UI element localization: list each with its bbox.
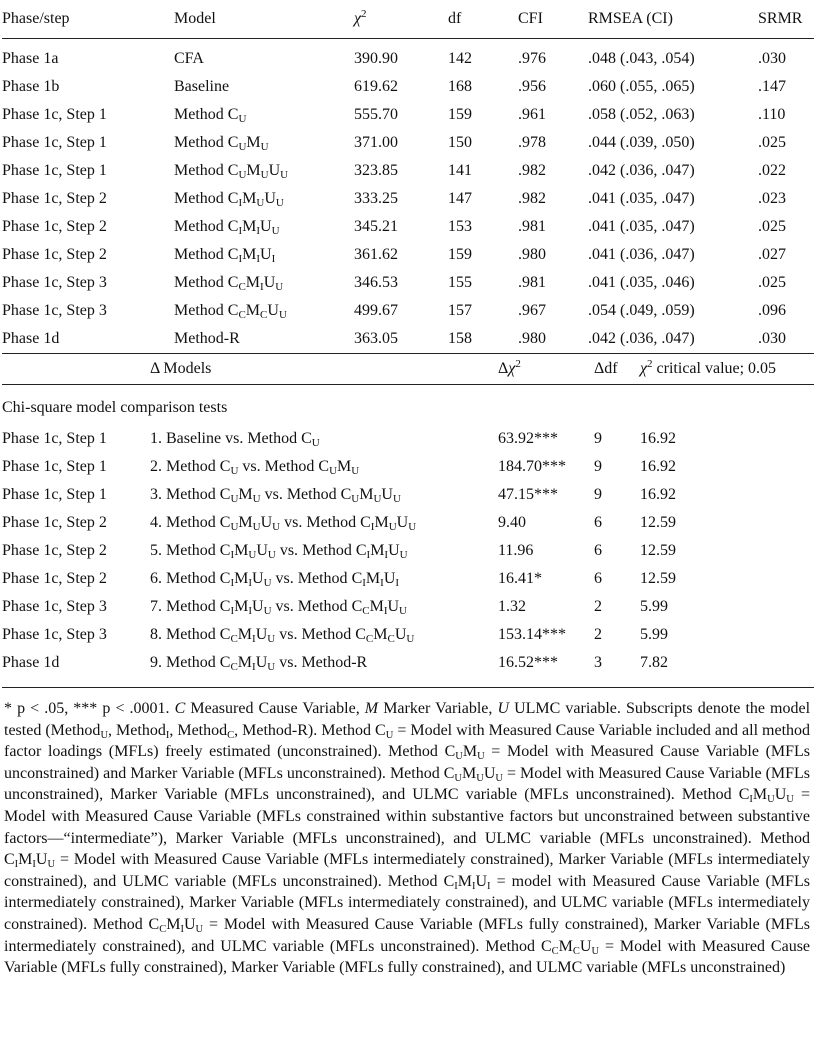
cell-srmr: .030 [758, 50, 786, 67]
table-row [2, 45, 814, 73]
cell-srmr: .025 [758, 274, 786, 291]
cell-cfi: .982 [518, 190, 546, 207]
col-critical-value: $\chi^2$ critical value; 0.05 [640, 358, 777, 377]
table-row [2, 269, 814, 297]
cell-srmr: .023 [758, 190, 786, 207]
table-row [2, 593, 814, 621]
cell-comparison: 5. Method $C_IM_UU_U$ vs. Method $C_IM_IU_U$ [150, 542, 408, 561]
comparison-header-row [2, 354, 814, 385]
cell-comparison: 3. Method $C_UM_U$ vs. Method $C_UM_UU_U$ [150, 486, 401, 505]
table-note: * p < .05, *** p < .0001. C Measured Cause Variable, M Marker Variable, U ULMC variable. Subscripts denote the model tested (Method$_U$, Method$_I$, Method$_C$, Method-R). Method $C_U$ = Model with Measured Cause Variable included and all method factor loadings (MFLs) freely estimated (unconstrained). Method $C_UM_U$ = Model with Measured Cause Variable (MFLs unconstrained) and Marker Variable (MFLs unconstrained). Method $C_UM_UU_U$ = Model with Measured Cause Variable (MFLs unconstrained), Marker Variable (MFLs unconstrained), and ULMC variable (MFLs unconstrained). Method $C_IM_UU_U$ = Model with Measured Cause Variable (MFLs constrained within substantive factors but unconstrained between substantive factors—“intermediate”), Marker Variable (MFLs unconstrained), and ULMC variable (MFLs unconstrained). Method $C_IM_IU_U$ = Model with Measured Cause Variable (MFLs intermediately constrained), Marker Variable (MFLs intermediately constrained), and ULMC variable (MFLs unconstrained). Method $C_IM_IU_I$ = model with Measured Cause Variable (MFLs intermediately constrained), Marker Variable (MFLs intermediately constrained), and ULMC variable (MFLs intermediately constrained). Method $C_CM_IU_U$ = Model with Measured Cause Variable (MFLs fully constrained), Marker Variable (MFLs intermediately constrained), and ULMC variable (MFLs unconstrained). Method $C_CM_CU_U$ = Model with Measured Cause Variable (MFLs fully constrained), Marker Variable (MFLs fully constrained), and ULMC variable (MFLs unconstrained) [4, 700, 811, 977]
cell-chi-square: 499.67 [354, 302, 398, 319]
cell-delta-chi-square: 9.40 [498, 514, 526, 531]
cell-cfi: .981 [518, 218, 546, 235]
cell-delta-chi-square: 1.32 [498, 598, 526, 615]
col-cfi: CFI [518, 10, 543, 27]
cell-rmsea: .042 (.036, .047) [588, 330, 695, 347]
cell-critical-value: 12.59 [640, 542, 676, 559]
cell-chi-square: 371.00 [354, 134, 398, 151]
table-row [2, 453, 814, 481]
cell-delta-df: 6 [594, 514, 602, 531]
cell-delta-chi-square: 153.14*** [498, 626, 566, 643]
cell-cfi: .961 [518, 106, 546, 123]
cell-phase: Phase 1d [2, 654, 60, 671]
cell-srmr: .022 [758, 162, 786, 179]
cell-model: CFA [174, 50, 204, 67]
cell-model: Method $C_CM_IU_U$ [174, 274, 284, 293]
cell-df: 147 [448, 190, 472, 207]
cell-cfi: .978 [518, 134, 546, 151]
cell-comparison: 4. Method $C_UM_UU_U$ vs. Method $C_IM_UU_U$ [150, 514, 417, 533]
col-delta-chi-square: $\Delta\chi^2$ [498, 358, 521, 377]
cell-critical-value: 12.59 [640, 570, 676, 587]
cell-model: Method $C_U$ [174, 106, 247, 125]
col-model: Model [174, 10, 216, 27]
cell-model: Baseline [174, 78, 230, 95]
cell-cfi: .956 [518, 78, 546, 95]
cell-rmsea: .042 (.036, .047) [588, 162, 695, 179]
def-cumuuu: Method $C_UM_UU_U$ = Model with Measured Cause Variable (MFLs unconstrained), Marker Variable (MFLs unconstrained), and ULMC variable (MFLs unconstrained). [4, 764, 811, 804]
table-row [2, 297, 814, 325]
cell-df: 142 [448, 50, 472, 67]
section-title-row [2, 385, 814, 426]
cell-phase: Phase 1d [2, 330, 60, 347]
table-row [2, 649, 814, 677]
cell-delta-df: 9 [594, 458, 602, 475]
cell-srmr: .147 [758, 78, 786, 95]
table-row [2, 129, 814, 157]
cell-comparison: 6. Method $C_IM_IU_U$ vs. Method $C_IM_IU_I$ [150, 570, 400, 589]
cell-cfi: .967 [518, 302, 546, 319]
cell-phase: Phase 1c, Step 2 [2, 246, 107, 263]
cell-delta-df: 6 [594, 570, 602, 587]
def-cu: Method $C_U$ = Model with Measured Cause Variable included and all method factor loadings (MFLs) freely estimated (unconstrained). [4, 721, 811, 761]
cell-cfi: .982 [518, 162, 546, 179]
cell-phase: Phase 1a [2, 50, 59, 67]
cell-chi-square: 346.53 [354, 274, 398, 291]
cell-delta-chi-square: 184.70*** [498, 458, 566, 475]
cell-phase: Phase 1c, Step 1 [2, 430, 107, 447]
cell-phase: Phase 1c, Step 3 [2, 302, 107, 319]
cell-df: 150 [448, 134, 472, 151]
cell-delta-chi-square: 16.41* [498, 570, 542, 587]
cell-comparison: 9. Method $C_CM_IU_U$ vs. Method-R [150, 654, 368, 673]
cell-model: Method $C_IM_IU_U$ [174, 218, 280, 237]
def-cimiuu: Method $C_IM_IU_U$ = Model with Measured Cause Variable (MFLs intermediately constrained), Marker Variable (MFLs intermediately constrained), and ULMC variable (MFLs unconstrained). [4, 829, 811, 890]
cell-df: 159 [448, 246, 472, 263]
table-row [2, 565, 814, 593]
fit-indices-table [2, 0, 814, 353]
table-row [2, 621, 814, 649]
cell-phase: Phase 1c, Step 2 [2, 514, 107, 531]
def-ccmiuu: Method $C_CM_IU_U$ = Model with Measured Cause Variable (MFLs fully constrained), Marker Variable (MFLs intermediately constrained), and ULMC variable (MFLs unconstrained). [4, 915, 810, 955]
col-srmr: SRMR [758, 10, 803, 27]
cell-delta-df: 9 [594, 486, 602, 503]
table-row [2, 537, 814, 565]
cell-rmsea: .041 (.035, .046) [588, 274, 695, 291]
cell-delta-df: 2 [594, 626, 602, 643]
table-row [2, 509, 814, 537]
cell-delta-chi-square: 16.52*** [498, 654, 558, 671]
cell-chi-square: 619.62 [354, 78, 398, 95]
table-row [2, 101, 814, 129]
cell-phase: Phase 1c, Step 1 [2, 134, 107, 151]
cell-rmsea: .054 (.049, .059) [588, 302, 695, 319]
cell-chi-square: 390.90 [354, 50, 398, 67]
cell-model: Method $C_UM_U$ [174, 134, 269, 153]
cell-cfi: .981 [518, 274, 546, 291]
table-row [2, 325, 814, 353]
fit-header-row [2, 0, 814, 39]
cell-phase: Phase 1c, Step 3 [2, 274, 107, 291]
cell-cfi: .980 [518, 330, 546, 347]
cell-critical-value: 16.92 [640, 430, 676, 447]
cell-delta-df: 3 [594, 654, 602, 671]
def-cumu: Method $C_UM_U$ = Model with Measured Cause Variable (MFLs unconstrained) and Marker Variable (MFLs unconstrained). [4, 743, 811, 782]
cell-chi-square: 345.21 [354, 218, 398, 235]
cell-phase: Phase 1b [2, 78, 60, 95]
cell-df: 153 [448, 218, 472, 235]
cell-chi-square: 333.25 [354, 190, 398, 207]
cell-comparison: 8. Method $C_CM_IU_U$ vs. Method $C_CM_CU_U$ [150, 626, 415, 645]
cell-delta-chi-square: 11.96 [498, 542, 534, 559]
cell-srmr: .025 [758, 218, 786, 235]
cell-phase: Phase 1c, Step 2 [2, 570, 107, 587]
cell-srmr: .027 [758, 246, 786, 263]
col-df: df [448, 10, 462, 27]
cell-df: 159 [448, 106, 472, 123]
cell-chi-square: 361.62 [354, 246, 398, 263]
col-delta-models: Δ Models [150, 360, 212, 377]
cell-critical-value: 7.82 [640, 654, 668, 671]
cell-rmsea: .041 (.036, .047) [588, 246, 695, 263]
cell-model: Method $C_CM_CU_U$ [174, 302, 287, 321]
cell-srmr: .030 [758, 330, 786, 347]
cell-srmr: .110 [758, 106, 786, 123]
cell-phase: Phase 1c, Step 2 [2, 218, 107, 235]
cell-df: 141 [448, 162, 472, 179]
table-row [2, 241, 814, 269]
col-delta-df: Δdf [594, 360, 618, 377]
cell-phase: Phase 1c, Step 1 [2, 458, 107, 475]
cell-df: 157 [448, 302, 472, 319]
cell-phase: Phase 1c, Step 1 [2, 106, 107, 123]
cell-phase: Phase 1c, Step 2 [2, 190, 107, 207]
cell-critical-value: 5.99 [640, 598, 668, 615]
cell-comparison: 2. Method $C_U$ vs. Method $C_UM_U$ [150, 458, 360, 477]
def-ccmcuu: Method $C_CM_CU_U$ = Model with Measured Cause Variable (MFLs fully constrained), Marker Variable (MFLs fully constrained), and ULMC variable (MFLs unconstrained) [4, 937, 811, 977]
cell-comparison: 7. Method $C_IM_IU_U$ vs. Method $C_CM_IU_U$ [150, 598, 407, 617]
cell-phase: Phase 1c, Step 3 [2, 598, 107, 615]
cell-rmsea: .044 (.039, .050) [588, 134, 695, 151]
col-phase-step: Phase/step [2, 10, 70, 27]
cell-rmsea: .060 (.055, .065) [588, 78, 695, 95]
table-row [2, 481, 814, 509]
col-rmsea: RMSEA (CI) [588, 10, 673, 27]
cell-model: Method $C_IM_UU_U$ [174, 190, 284, 209]
cell-rmsea: .058 (.052, .063) [588, 106, 695, 123]
table-row [2, 425, 814, 453]
section-title: Chi-square model comparison tests [2, 399, 228, 416]
cell-srmr: .096 [758, 302, 786, 319]
cell-srmr: .025 [758, 134, 786, 151]
cell-df: 158 [448, 330, 472, 347]
cell-critical-value: 16.92 [640, 458, 676, 475]
cell-phase: Phase 1c, Step 1 [2, 162, 107, 179]
table-row [2, 157, 814, 185]
table-row [2, 185, 814, 213]
cell-phase: Phase 1c, Step 2 [2, 542, 107, 559]
cell-model: Method-R [174, 330, 240, 347]
table-row [2, 73, 814, 101]
cell-critical-value: 16.92 [640, 486, 676, 503]
cell-phase: Phase 1c, Step 1 [2, 486, 107, 503]
cell-delta-chi-square: 47.15*** [498, 486, 558, 503]
cell-rmsea: .041 (.035, .047) [588, 190, 695, 207]
cell-delta-df: 9 [594, 430, 602, 447]
table-row [2, 213, 814, 241]
cell-critical-value: 12.59 [640, 514, 676, 531]
col-chi-square: $\chi^2$ [354, 8, 367, 27]
cell-model: Method $C_IM_IU_I$ [174, 246, 276, 265]
cell-critical-value: 5.99 [640, 626, 668, 643]
cell-delta-chi-square: 63.92*** [498, 430, 558, 447]
cell-delta-df: 2 [594, 598, 602, 615]
cell-cfi: .976 [518, 50, 546, 67]
cell-chi-square: 363.05 [354, 330, 398, 347]
cell-rmsea: .041 (.035, .047) [588, 218, 695, 235]
cell-rmsea: .048 (.043, .054) [588, 50, 695, 67]
cell-cfi: .980 [518, 246, 546, 263]
model-comparison-table [2, 353, 814, 688]
def-cimuuu: Method $C_IM_UU_U$ = Model with Measured Cause Variable (MFLs constrained within substantive factors but unconstrained between substantive factors—“intermediate”), Marker Variable (MFLs unconstrained), and ULMC variable (MFLs unconstrained). [4, 786, 810, 847]
def-cimiui: Method $C_IM_IU_I$ = model with Measured Cause Variable (MFLs intermediately constrained), Marker Variable (MFLs intermediately constrained), and ULMC variable (MFLs intermediately constrained). [4, 872, 810, 933]
cell-df: 168 [448, 78, 472, 95]
significance-note: * p < .05, *** p < .0001. [4, 700, 170, 717]
cell-delta-df: 6 [594, 542, 602, 559]
cell-df: 155 [448, 274, 472, 291]
cell-chi-square: 555.70 [354, 106, 398, 123]
cell-chi-square: 323.85 [354, 162, 398, 179]
cell-phase: Phase 1c, Step 3 [2, 626, 107, 643]
cell-comparison: 1. Baseline vs. Method $C_U$ [150, 430, 320, 449]
cell-model: Method $C_UM_UU_U$ [174, 162, 289, 181]
